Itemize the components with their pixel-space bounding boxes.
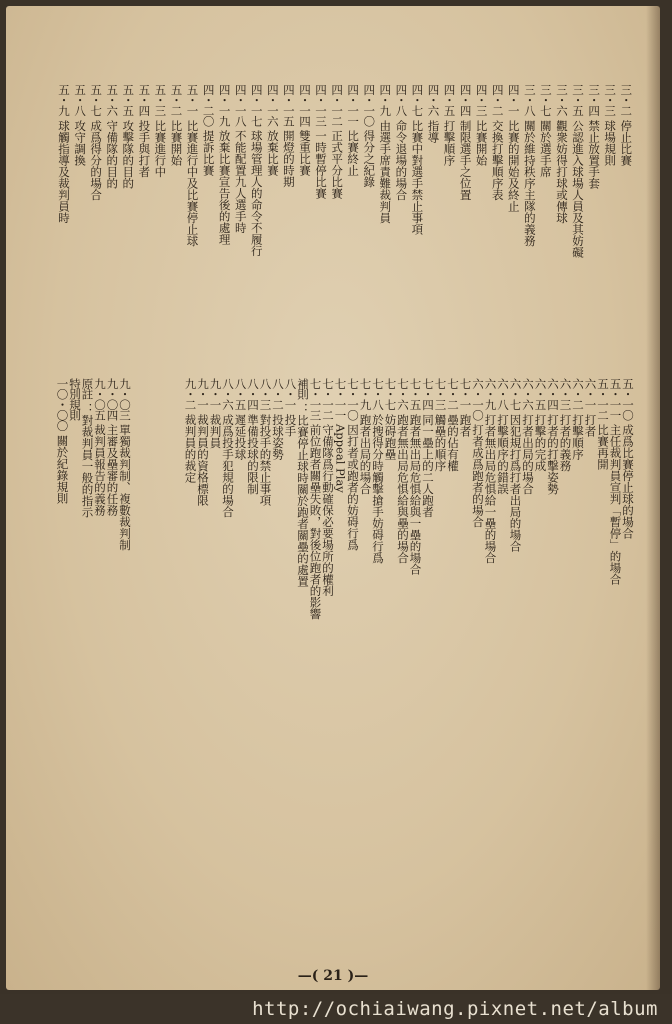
toc-entry-title: 跑者無出局危惧給與一壘的場合	[408, 413, 423, 575]
toc-entry-title: 關於維持秩序主隊的義務	[522, 119, 537, 246]
toc-entry-title: 攻擊隊的目的	[121, 119, 136, 189]
toc-entry-number: 九・二	[183, 378, 198, 410]
toc-entry	[131, 378, 142, 382]
toc-entry-title: 放棄比賽	[265, 130, 280, 176]
toc-entry-number: 四・一八	[233, 84, 248, 126]
toc-entry-number: 七・三	[433, 378, 448, 410]
toc-entry-number: 四・八	[394, 84, 409, 116]
toc-entry-title: 因犯規打爲打者出局的場合	[508, 413, 523, 552]
toc-entry	[447, 378, 460, 471]
toc-entry	[284, 378, 297, 437]
toc-entry	[234, 378, 247, 460]
toc-entry-title: 提訴比賽	[201, 130, 216, 176]
toc-entry	[422, 378, 435, 517]
toc-entry-title: 球場管理人的命令不履行	[249, 130, 264, 257]
toc-entry-title: 跑者無出局危惧給與壘的場合	[396, 413, 410, 563]
toc-entry	[372, 378, 385, 563]
toc-entry	[472, 378, 485, 528]
toc-entry-number: 八・六	[221, 378, 235, 410]
toc-entry-title: 同一壘上的二人跑者	[421, 413, 435, 517]
toc-entry	[259, 378, 272, 506]
watermark-url: http://ochiaiwang.pixnet.net/album	[252, 998, 658, 1020]
toc-entry-title: 投球姿勢	[271, 413, 285, 460]
toc-entry-title: 得分之紀錄	[362, 130, 377, 188]
toc-entry	[547, 378, 560, 494]
toc-entry	[506, 84, 522, 212]
toc-entry	[222, 378, 235, 517]
toc-entry	[81, 378, 94, 518]
toc-entry-title: 成爲得分的場合	[89, 119, 104, 200]
book-page	[6, 6, 660, 990]
toc-entry-number: 七・八	[371, 378, 385, 410]
toc-entry	[152, 378, 163, 382]
toc-entry-number: 九・一	[196, 378, 210, 410]
toc-entry-number: 七・四	[421, 378, 435, 410]
toc-entry	[272, 378, 285, 460]
toc-entry-number: 四・一三	[314, 84, 329, 126]
toc-entry	[457, 84, 473, 200]
toc-entry-title: 單獨裁判制、複數裁判制	[118, 424, 133, 551]
toc-entry-title: 打擊的完成	[533, 413, 548, 471]
toc-entry-number: 五・一	[185, 84, 200, 116]
toc-entry-title: 打者的打擊姿勢	[546, 413, 560, 494]
toc-entry-number: 七・六	[396, 378, 410, 410]
toc-entry	[200, 84, 216, 176]
toc-entry	[609, 378, 622, 585]
toc-entry-number: 四・七	[410, 84, 425, 116]
toc-entry	[397, 378, 410, 563]
toc-entry-number: 八・二	[271, 378, 285, 410]
toc-entry	[69, 378, 82, 424]
toc-entry-title: 裁判員報告的義務	[93, 424, 108, 516]
toc-entry-number: 六・五	[533, 378, 548, 410]
toc-entry-number: 六・七	[508, 378, 523, 410]
toc-entry	[56, 378, 69, 504]
toc-entry-number: 原註	[80, 378, 95, 399]
toc-entry-title: 對投手的禁止事項	[258, 413, 273, 506]
toc-entry-title: 由選手席責難裁判員	[378, 119, 393, 223]
toc-entry-number: 四・一一	[346, 84, 361, 126]
table-of-contents-top	[56, 84, 634, 374]
toc-entry-title: 正式平分比賽	[330, 130, 345, 199]
toc-entry-number: 六・八	[496, 378, 510, 410]
toc-entry-title: 命令退場的場合	[394, 119, 409, 200]
toc-entry-number: 五・七	[89, 84, 104, 116]
toc-entry-title: 比賽進行中	[153, 119, 168, 177]
toc-entry-number: 六・二	[571, 378, 585, 410]
toc-entry-title: 觀衆妨得打球或傳球	[554, 119, 569, 223]
toc-entry-number: 四・一六	[265, 84, 280, 126]
toc-entry-title: 因打者或跑者的妨碍行爲	[346, 424, 360, 551]
toc-entry-title: 主任裁判員宣判「暫停」的場合	[608, 424, 623, 585]
toc-entry-number: 四・六	[426, 84, 441, 116]
toc-entry	[329, 84, 345, 199]
toc-entry-title: 制限選手之位置	[458, 119, 473, 200]
toc-entry-number: 五・五	[121, 84, 136, 116]
toc-entry-number: 六・三	[558, 378, 573, 410]
toc-entry-title: ：比賽停止球時關於跑者關壘的處置	[296, 403, 310, 587]
toc-entry-title: 跑者	[458, 413, 473, 437]
toc-entry-title: 停止比賽	[619, 119, 634, 166]
toc-entry-title: 打者出局的場合	[521, 413, 535, 494]
toc-entry-number: 五・九	[57, 84, 72, 116]
toc-entry-number: 七・一二	[321, 378, 335, 420]
toc-entry	[184, 84, 200, 246]
toc-entry-number: 三・七	[538, 84, 553, 116]
toc-entry	[322, 378, 335, 597]
toc-entry-number: 五・一二	[596, 378, 610, 420]
toc-entry	[297, 378, 310, 587]
watermark-bar	[0, 994, 672, 1024]
toc-entry-number: 三・五	[571, 84, 586, 116]
toc-entry	[497, 378, 510, 494]
toc-entry	[120, 84, 136, 189]
toc-entry-number: 六・九	[483, 378, 498, 410]
toc-entry-number: 六・一	[583, 378, 598, 410]
toc-entry-number: 九・一	[208, 378, 223, 410]
toc-entry-title: 放棄比賽宣告後的處理	[217, 130, 232, 245]
toc-entry	[184, 378, 197, 483]
toc-entry	[88, 84, 104, 200]
toc-entry-title: 開燈的時期	[281, 130, 296, 188]
toc-entry	[559, 378, 572, 471]
toc-entry	[106, 378, 119, 516]
toc-entry	[361, 84, 377, 188]
toc-entry	[393, 84, 409, 200]
toc-entry	[309, 378, 322, 620]
toc-entry	[584, 378, 597, 437]
toc-entry-number: 八・三	[258, 378, 273, 410]
toc-entry	[441, 84, 457, 166]
toc-entry	[168, 84, 184, 166]
toc-entry	[622, 378, 635, 539]
toc-entry-number: 四・四	[458, 84, 473, 116]
toc-entry-title: 打者成爲跑者的場合	[471, 424, 485, 528]
toc-entry-title: 禁止放置手套	[587, 119, 602, 189]
toc-entry-number: 四・二	[490, 84, 505, 116]
toc-entry-title: 妨碍跑壘	[383, 413, 398, 460]
toc-entry	[265, 84, 281, 176]
toc-entry-title: 公認進入球場人員及其妨礙	[571, 119, 586, 258]
toc-entry-number: 四・一二	[330, 84, 345, 126]
toc-entry	[72, 84, 88, 166]
toc-entry-title: 成爲比賽停止球的場合	[621, 424, 635, 539]
toc-entry-number: 四・一	[506, 84, 521, 116]
toc-entry	[538, 84, 554, 177]
toc-entry-title: 關於紀錄規則	[55, 434, 70, 504]
table-of-contents-bottom	[56, 378, 634, 678]
toc-entry-title: 準備投球的限制	[246, 413, 260, 494]
toc-entry-title: 遲延投球	[233, 413, 248, 460]
toc-entry	[459, 378, 472, 437]
toc-entry-title: ：對裁判員一般的指示	[80, 403, 95, 518]
toc-entry-number: 六・一〇	[471, 378, 485, 420]
toc-entry-title: 守備隊爲行動確保必要場所的權利	[321, 424, 335, 597]
toc-entry	[313, 84, 329, 199]
toc-entry-number: 七・一〇	[346, 378, 360, 420]
toc-entry-number: 三・二	[619, 84, 634, 116]
toc-entry-title: 比賽開始	[474, 119, 489, 166]
toc-entry	[345, 84, 361, 176]
toc-entry	[334, 378, 347, 493]
toc-entry-title: 打擊順序的錯誤	[496, 413, 510, 494]
toc-entry-title: 一時暫停比賽	[314, 130, 329, 199]
toc-entry	[425, 84, 441, 143]
toc-entry-title: 攻守調換	[73, 119, 88, 166]
toc-entry-number: 九・〇五	[93, 378, 108, 420]
toc-entry	[618, 84, 634, 166]
toc-entry-title: 跑者出局的場合	[358, 413, 373, 494]
toc-entry	[104, 84, 120, 189]
toc-entry-number: 七・一一	[333, 378, 348, 420]
toc-entry-title: 投手與打者	[137, 119, 152, 177]
toc-entry-number: 八・五	[233, 378, 248, 410]
toc-entry	[409, 378, 422, 575]
toc-entry-number: 六・四	[546, 378, 560, 410]
toc-entry-number: 七・五	[408, 378, 423, 410]
toc-entry-number: 六・六	[521, 378, 535, 410]
toc-entry	[216, 84, 232, 245]
toc-entry	[247, 378, 260, 494]
toc-entry-number: 四・一五	[281, 84, 296, 126]
toc-entry-title: 比賽中對選手禁止事項	[410, 119, 425, 235]
toc-entry	[377, 84, 393, 223]
toc-entry-title: 裁判員	[208, 413, 223, 448]
toc-entry	[347, 378, 360, 551]
toc-entry-title: 球場規則	[603, 119, 618, 166]
toc-entry	[586, 84, 602, 189]
toc-entry	[602, 84, 618, 166]
toc-entry	[522, 378, 535, 494]
toc-entry-number: 八・一	[283, 378, 298, 410]
toc-entry	[473, 84, 489, 166]
toc-entry	[119, 378, 132, 551]
toc-entry-title: 於搜得分時觸擊搶手妨碍行爲	[371, 413, 385, 563]
toc-entry-title: 比賽開始	[169, 119, 184, 166]
toc-entry	[142, 378, 153, 382]
toc-entry-number: 九・〇三	[118, 378, 133, 420]
toc-entry-number: 三・三	[603, 84, 618, 116]
toc-entry	[570, 84, 586, 258]
toc-entry-number: 五・三	[153, 84, 168, 116]
toc-entry-title: 成爲投手犯規的場合	[221, 413, 235, 517]
toc-entry-number: 七・二	[446, 378, 460, 410]
toc-entry-number: 五・四	[137, 84, 152, 116]
toc-entry	[534, 378, 547, 471]
toc-entry-number: 三・六	[554, 84, 569, 116]
toc-entry	[152, 84, 168, 177]
toc-entry-number: 一〇・〇〇	[55, 378, 70, 431]
toc-entry-number: 四・一九	[217, 84, 232, 126]
toc-entry-title: 雙重比賽	[297, 130, 312, 176]
toc-entry-title: 壘的佔有權	[446, 413, 460, 471]
toc-entry-title: Appeal Play	[333, 424, 348, 493]
toc-entry	[163, 378, 174, 382]
toc-entry-number: 四・二〇	[201, 84, 216, 126]
toc-entry-number: 七・一	[458, 378, 473, 410]
toc-entry	[597, 378, 610, 470]
toc-entry-title: 裁判員的裁定	[183, 413, 198, 483]
toc-entry-number: 五・一〇	[621, 378, 635, 420]
toc-entry-title: 比賽再開	[596, 424, 610, 470]
toc-entry-number: 七・九	[358, 378, 373, 410]
toc-entry-number: 七・一三	[308, 378, 323, 420]
toc-entry	[359, 378, 372, 494]
page-edge-shadow	[646, 6, 660, 990]
toc-entry-number: 三・四	[587, 84, 602, 116]
toc-entry-number: 四・三	[474, 84, 489, 116]
toc-entry	[136, 84, 152, 177]
toc-entry-title: 裁判員的資格標限	[196, 413, 210, 506]
toc-entry-number: 四・五	[442, 84, 457, 116]
toc-entry-title: 指導	[426, 119, 441, 143]
toc-entry-number: 三・八	[522, 84, 537, 116]
toc-entry	[434, 378, 447, 471]
page-number: —( 21 )—	[297, 968, 369, 984]
toc-entry-title: 比賽終止	[346, 130, 361, 176]
toc-entry	[484, 378, 497, 563]
toc-entry	[249, 84, 265, 257]
toc-entry	[489, 84, 505, 200]
toc-entry-number: 五・一一	[608, 378, 623, 420]
toc-entry-number: 八・四	[246, 378, 260, 410]
toc-entry-title: 觸壘的順序	[433, 413, 448, 471]
toc-entry-title: 打擊順序	[571, 413, 585, 460]
toc-entry	[384, 378, 397, 460]
toc-entry-title: 比賽進行中及比賽停止球	[185, 119, 200, 246]
toc-entry-title: 關於選手席	[538, 119, 553, 177]
toc-entry-title: 打擊順序	[442, 119, 457, 166]
toc-entry-title: 守備隊的目的	[105, 119, 120, 189]
toc-entry-number: 五・二	[169, 84, 184, 116]
toc-entry-number: 四・一四	[297, 84, 312, 126]
toc-entry	[56, 84, 72, 223]
toc-entry	[209, 378, 222, 448]
toc-entry-number: 五・六	[105, 84, 120, 116]
toc-entry	[522, 84, 538, 246]
toc-entry	[409, 84, 425, 235]
toc-entry-number: 四・一七	[249, 84, 264, 126]
toc-entry-title: 交換打擊順序表	[490, 119, 505, 200]
toc-entry-title: 不能配置九人選手時	[233, 130, 248, 234]
toc-entry	[197, 378, 210, 506]
toc-entry	[509, 378, 522, 552]
toc-entry-title: 球觸指導及裁判員時	[57, 119, 72, 223]
toc-entry	[173, 378, 184, 382]
toc-entry	[297, 84, 313, 176]
toc-entry-number: 特別規則	[68, 378, 83, 420]
toc-entry-number: 五・八	[73, 84, 88, 116]
toc-entry	[554, 84, 570, 223]
toc-entry-number: 補則	[296, 378, 310, 399]
toc-entry-title: 打者無出局危惧給一壘的場合	[483, 413, 498, 563]
toc-entry	[572, 378, 585, 460]
toc-entry-title: 主審及壘審的任務	[105, 424, 120, 516]
toc-entry-title: 比賽的開始及終止	[506, 119, 521, 212]
toc-entry	[281, 84, 297, 188]
toc-entry-title: 投手	[283, 413, 298, 437]
toc-entry-number: 七・七	[383, 378, 398, 410]
toc-entry	[94, 378, 107, 516]
toc-entry	[232, 84, 248, 234]
toc-entry-number: 四・九	[378, 84, 393, 116]
toc-entry-number: 四・一〇	[362, 84, 377, 126]
toc-entry-number: 九・〇四	[105, 378, 120, 420]
toc-entry-title: 打者的義務	[558, 413, 573, 471]
toc-entry-title: 打者	[583, 413, 598, 437]
toc-entry-title: 前位跑者關壘失敗，對後位跑者的影響	[308, 424, 323, 620]
